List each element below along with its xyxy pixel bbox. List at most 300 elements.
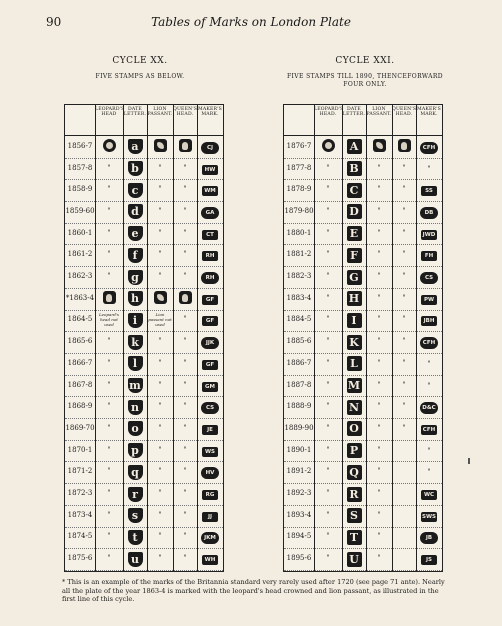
ditto-mark: " xyxy=(326,532,330,541)
makers-mark-cell xyxy=(416,511,442,522)
year-label: 1875-6 xyxy=(67,554,93,563)
year-label: 1883-4 xyxy=(286,293,312,302)
ditto-mark: " xyxy=(326,489,330,498)
makers-mark-cell xyxy=(197,250,223,261)
year-label: 1861-2 xyxy=(67,250,93,259)
date-letter: U xyxy=(347,552,362,567)
date-letter-cell xyxy=(123,421,147,436)
table-row xyxy=(65,353,223,376)
makers-mark-cell xyxy=(416,489,442,500)
year-label: 1894-5 xyxy=(286,532,312,541)
queens-head-icon xyxy=(179,139,192,152)
date-letter: o xyxy=(128,421,143,436)
year-label: 1893-4 xyxy=(286,510,312,519)
makers-mark: GF xyxy=(202,360,218,370)
year-label: 1880-1 xyxy=(286,228,312,237)
date-letter-cell xyxy=(342,487,366,502)
table-row xyxy=(65,462,223,485)
header-date-letter: DATE LETTER. xyxy=(123,107,147,117)
ditto-mark: " xyxy=(377,402,381,411)
date-letter-cell xyxy=(342,291,366,306)
date-letter: r xyxy=(128,487,143,502)
page-number: 90 xyxy=(46,15,62,29)
year-label: 1857-8 xyxy=(67,163,93,172)
ditto-mark: " xyxy=(107,532,111,541)
table-row xyxy=(65,440,223,463)
makers-mark: PW xyxy=(421,295,437,305)
makers-mark-cell xyxy=(416,359,442,368)
ditto-mark: " xyxy=(158,228,162,237)
table-row xyxy=(65,288,223,311)
table-row xyxy=(284,548,442,571)
makers-mark: JB xyxy=(420,532,438,544)
ditto-mark: " xyxy=(377,163,381,172)
ditto-mark: " xyxy=(402,185,406,194)
date-letter-cell xyxy=(123,508,147,523)
table-row xyxy=(284,136,442,159)
ditto-mark: " xyxy=(402,272,406,281)
makers-mark: RH xyxy=(202,251,218,261)
date-letter-cell xyxy=(342,204,366,219)
date-letter: M xyxy=(347,379,361,393)
ditto-mark: " xyxy=(107,554,111,563)
table-row xyxy=(65,223,223,246)
table-row xyxy=(65,136,223,159)
header-leopard: LEOPARD'S HEAD. xyxy=(314,107,344,117)
makers-mark-cell xyxy=(197,554,223,565)
ditto-mark: " xyxy=(427,468,431,477)
makers-mark: HW xyxy=(202,165,218,175)
leopard-head-icon xyxy=(322,139,335,152)
year-label: 1859-60 xyxy=(65,206,95,215)
header-lion: LION PASSANT. xyxy=(366,107,392,117)
year-label: 1884-5 xyxy=(286,315,312,324)
makers-mark: D&C xyxy=(420,402,438,414)
makers-mark-cell xyxy=(197,142,223,154)
date-letter-cell xyxy=(123,465,147,480)
table-row xyxy=(284,396,442,419)
makers-mark-cell xyxy=(416,229,442,240)
date-letter: K xyxy=(347,335,362,350)
makers-mark-cell xyxy=(416,532,442,544)
ditto-mark: " xyxy=(402,337,406,346)
ditto-mark: " xyxy=(326,185,330,194)
date-letter-cell xyxy=(342,508,366,523)
date-letter-cell xyxy=(123,443,147,458)
ditto-mark: " xyxy=(107,489,111,498)
ditto-mark: " xyxy=(183,402,187,411)
ditto-mark: " xyxy=(402,402,406,411)
makers-mark-cell xyxy=(197,294,223,305)
makers-mark-cell xyxy=(197,467,223,479)
makers-mark-cell xyxy=(416,446,442,455)
table-row xyxy=(284,353,442,376)
ditto-mark: " xyxy=(183,358,187,367)
table-row xyxy=(65,245,223,268)
date-letter-cell xyxy=(342,443,366,458)
makers-mark-cell xyxy=(197,315,223,326)
table-row xyxy=(65,505,223,528)
date-letter-cell xyxy=(123,335,147,350)
ditto-mark: " xyxy=(107,163,111,172)
makers-mark-cell xyxy=(416,381,442,390)
ditto-mark: " xyxy=(402,228,406,237)
table-row xyxy=(284,266,442,289)
ditto-mark: " xyxy=(402,163,406,172)
lion-head-erased-icon xyxy=(154,291,167,304)
makers-mark-cell xyxy=(197,359,223,370)
date-letter-cell xyxy=(342,356,366,371)
date-letter-cell xyxy=(123,248,147,263)
queens-head-mark xyxy=(173,139,197,154)
ditto-mark: " xyxy=(183,250,187,259)
date-letter: u xyxy=(128,552,143,567)
makers-mark: RH xyxy=(201,272,219,284)
makers-mark: WS xyxy=(202,447,218,457)
makers-mark-cell xyxy=(197,511,223,522)
table-row xyxy=(284,440,442,463)
ditto-mark: " xyxy=(377,358,381,367)
ditto-mark: " xyxy=(377,206,381,215)
date-letter-cell xyxy=(342,139,366,154)
date-letter-cell xyxy=(342,421,366,436)
date-letter-cell xyxy=(123,270,147,285)
date-letter: s xyxy=(128,508,143,523)
date-letter: P xyxy=(347,443,362,458)
ditto-mark: " xyxy=(326,163,330,172)
makers-mark: CFH xyxy=(420,142,438,154)
makers-mark-cell xyxy=(416,207,442,219)
date-letter: C xyxy=(347,183,362,198)
year-label: 1865-6 xyxy=(67,337,93,346)
ditto-mark: " xyxy=(402,315,406,324)
ditto-mark: " xyxy=(158,554,162,563)
ditto-mark: " xyxy=(107,358,111,367)
year-label: *1863-4 xyxy=(65,293,95,302)
ditto-mark: " xyxy=(377,185,381,194)
makers-mark: CFH xyxy=(422,426,436,433)
year-label: 1867-8 xyxy=(67,380,93,389)
date-letter: I xyxy=(347,313,362,328)
date-letter-cell xyxy=(123,530,147,545)
ditto-mark: " xyxy=(326,554,330,563)
cycle20-header-row xyxy=(65,105,223,136)
ditto-mark: " xyxy=(107,423,111,432)
ditto-mark: " xyxy=(183,423,187,432)
ditto-mark: " xyxy=(377,228,381,237)
date-letter: i xyxy=(128,313,143,328)
makers-mark: GA xyxy=(201,207,219,219)
page-header xyxy=(0,12,502,32)
date-letter: a xyxy=(128,139,143,154)
ditto-mark: " xyxy=(377,272,381,281)
ditto-mark: " xyxy=(107,250,111,259)
table-row xyxy=(284,375,442,398)
date-letter-cell xyxy=(123,291,147,306)
ditto-mark: " xyxy=(326,423,330,432)
date-letter-cell xyxy=(342,552,366,567)
makers-mark: CJ xyxy=(201,142,219,154)
makers-mark: SS xyxy=(421,186,437,196)
ditto-mark: " xyxy=(377,489,381,498)
ditto-mark: " xyxy=(183,163,187,172)
ditto-mark: " xyxy=(377,510,381,519)
ditto-mark: " xyxy=(107,402,111,411)
ditto-mark: " xyxy=(402,250,406,259)
ditto-mark: " xyxy=(158,358,162,367)
ditto-mark: " xyxy=(326,250,330,259)
makers-mark: CT xyxy=(202,230,218,240)
ditto-mark: " xyxy=(326,510,330,519)
year-label: 1873-4 xyxy=(67,510,93,519)
ditto-mark: " xyxy=(158,380,162,389)
ditto-mark: " xyxy=(158,250,162,259)
makers-mark-cell xyxy=(197,164,223,175)
cycle21-table xyxy=(283,104,443,572)
leopard-head-mark xyxy=(95,139,123,154)
table-row xyxy=(284,418,442,441)
date-letter-cell xyxy=(123,161,147,176)
ditto-mark: " xyxy=(326,467,330,476)
date-letter: d xyxy=(128,204,143,219)
date-letter-cell xyxy=(123,487,147,502)
table-row xyxy=(65,418,223,441)
makers-mark-cell xyxy=(416,315,442,326)
queens-head-mark xyxy=(173,291,197,306)
year-label: 1856-7 xyxy=(67,141,93,150)
footnote: * This is an example of the marks of the Britannia standard very rarely used after 1720 (see page 71 ante). Nearly all the plate of the year 1863-4 is marked with the leopard's head crowned and lion passant, as illustrated in the first line of this cycle. xyxy=(62,578,445,604)
leopard-not-used-note: Leopard's head not used xyxy=(98,311,119,327)
ditto-mark: " xyxy=(158,163,162,172)
date-letter: T xyxy=(347,530,362,545)
date-letter-cell xyxy=(342,378,366,393)
queens-head-icon xyxy=(398,139,411,152)
date-letter: B xyxy=(347,161,362,176)
table-row xyxy=(284,245,442,268)
year-label: 1895-6 xyxy=(286,554,312,563)
makers-mark: GF xyxy=(202,316,218,326)
table-row xyxy=(65,201,223,224)
ditto-mark: " xyxy=(158,272,162,281)
table-row xyxy=(65,396,223,419)
ditto-mark: " xyxy=(183,532,187,541)
makers-mark: GF xyxy=(202,295,218,305)
makers-mark-cell xyxy=(416,424,442,435)
date-letter-cell xyxy=(342,400,366,415)
ditto-mark: " xyxy=(158,445,162,454)
makers-mark-cell xyxy=(416,337,442,349)
table-row xyxy=(65,266,223,289)
ditto-mark: " xyxy=(183,185,187,194)
ditto-mark: " xyxy=(326,315,330,324)
date-letter-cell xyxy=(123,552,147,567)
makers-mark-cell xyxy=(416,554,442,565)
ditto-mark: " xyxy=(326,445,330,454)
queens-head-icon xyxy=(179,291,192,304)
makers-mark-cell xyxy=(197,489,223,500)
makers-mark-cell xyxy=(197,337,223,349)
date-letter-cell xyxy=(123,204,147,219)
makers-mark-cell xyxy=(416,294,442,305)
year-label: 1886-7 xyxy=(286,358,312,367)
table-row xyxy=(65,158,223,181)
date-letter-cell xyxy=(342,270,366,285)
ditto-mark: " xyxy=(427,164,431,173)
year-label: 1882-3 xyxy=(286,272,312,281)
ditto-mark: " xyxy=(402,380,406,389)
ditto-mark: " xyxy=(107,510,111,519)
makers-mark: SWS xyxy=(422,513,436,520)
ditto-mark: " xyxy=(183,337,187,346)
date-letter: e xyxy=(128,226,143,241)
date-letter: p xyxy=(128,443,143,458)
ditto-mark: " xyxy=(377,380,381,389)
date-letter: O xyxy=(347,421,362,436)
table-row xyxy=(284,201,442,224)
ditto-mark: " xyxy=(326,358,330,367)
ditto-mark: " xyxy=(183,315,187,324)
makers-mark-cell xyxy=(197,272,223,284)
year-label: 1869-70 xyxy=(65,423,95,432)
table-row xyxy=(65,548,223,571)
table-row xyxy=(65,310,223,333)
date-letter: q xyxy=(128,465,143,480)
makers-mark-cell xyxy=(197,229,223,240)
makers-mark: JJK xyxy=(201,337,219,349)
makers-mark-cell xyxy=(197,446,223,457)
date-letter: G xyxy=(347,270,362,285)
ditto-mark: " xyxy=(427,381,431,390)
cycle21-header-row xyxy=(284,105,442,136)
ditto-mark: " xyxy=(107,185,111,194)
lion-passant-icon xyxy=(373,139,386,152)
date-letter: F xyxy=(347,248,362,263)
year-label: 1885-6 xyxy=(286,337,312,346)
table-row xyxy=(65,179,223,202)
table-row xyxy=(65,331,223,354)
year-label: 1858-9 xyxy=(67,185,93,194)
cycle20-table xyxy=(64,104,224,572)
year-label: 1864-5 xyxy=(67,315,93,324)
year-label: 1892-3 xyxy=(286,489,312,498)
date-letter-cell xyxy=(123,226,147,241)
ditto-mark: " xyxy=(107,467,111,476)
queens-head-mark xyxy=(392,139,416,154)
ditto-mark: " xyxy=(326,293,330,302)
makers-mark-cell xyxy=(416,467,442,476)
makers-mark: WH xyxy=(202,555,218,565)
ditto-mark: " xyxy=(158,185,162,194)
table-row xyxy=(284,505,442,528)
makers-mark: GM xyxy=(202,382,218,392)
britannia-icon xyxy=(103,291,116,304)
date-letter-cell xyxy=(342,335,366,350)
makers-mark-cell xyxy=(197,185,223,196)
header-queen: QUEEN'S HEAD. xyxy=(392,107,417,117)
ditto-mark: " xyxy=(402,293,406,302)
ditto-mark: " xyxy=(377,337,381,346)
page-blemish xyxy=(468,458,470,464)
year-label: 1887-8 xyxy=(286,380,312,389)
table-row xyxy=(284,179,442,202)
makers-mark: JKM xyxy=(201,532,219,544)
date-letter-cell xyxy=(123,139,147,154)
makers-mark: JS xyxy=(421,555,437,565)
date-letter: H xyxy=(347,291,362,306)
ditto-mark: " xyxy=(107,228,111,237)
ditto-mark: " xyxy=(183,510,187,519)
ditto-mark: " xyxy=(183,554,187,563)
header-date-letter: DATE LETTER. xyxy=(342,107,366,117)
date-letter: E xyxy=(347,226,362,241)
ditto-mark: " xyxy=(427,446,431,455)
date-letter-cell xyxy=(342,530,366,545)
ditto-mark: " xyxy=(183,206,187,215)
date-letter-cell xyxy=(123,313,147,328)
makers-mark-cell xyxy=(416,250,442,261)
ditto-mark: " xyxy=(183,228,187,237)
ditto-mark: " xyxy=(402,358,406,367)
ditto-mark: " xyxy=(107,206,111,215)
year-label: 1877-8 xyxy=(286,163,312,172)
makers-mark: CS xyxy=(420,272,438,284)
year-label: 1888-9 xyxy=(286,402,312,411)
table-row xyxy=(284,483,442,506)
date-letter-cell xyxy=(342,313,366,328)
ditto-mark: " xyxy=(377,445,381,454)
page-title: Tables of Marks on London Plate xyxy=(151,15,351,29)
ditto-mark: " xyxy=(377,554,381,563)
table-row xyxy=(65,527,223,550)
makers-mark-cell xyxy=(197,402,223,414)
date-letter-cell xyxy=(123,356,147,371)
date-letter-cell xyxy=(342,465,366,480)
year-label: 1890-1 xyxy=(286,445,312,454)
makers-mark: JE xyxy=(202,425,218,435)
date-letter-cell xyxy=(342,161,366,176)
ditto-mark: " xyxy=(183,467,187,476)
date-letter-cell xyxy=(342,248,366,263)
year-label: 1871-2 xyxy=(67,467,93,476)
ditto-mark: " xyxy=(377,423,381,432)
table-row xyxy=(284,223,442,246)
year-label: 1862-3 xyxy=(67,272,93,281)
table-row xyxy=(284,158,442,181)
makers-mark-cell xyxy=(197,207,223,219)
date-letter-cell xyxy=(342,183,366,198)
date-letter: t xyxy=(128,530,143,545)
year-label: 1866-7 xyxy=(67,358,93,367)
ditto-mark: " xyxy=(158,402,162,411)
ditto-mark: " xyxy=(158,532,162,541)
date-letter-cell xyxy=(123,400,147,415)
lion-passant-icon xyxy=(154,139,167,152)
cycle21-subtitle: FIVE STAMPS TILL 1890, THENCEFORWARD FOUR ONLY. xyxy=(286,73,444,88)
table-row xyxy=(284,527,442,550)
header-queen: QUEEN'S HEAD. xyxy=(173,107,198,117)
lion-head-erased-mark xyxy=(147,291,173,306)
date-letter: D xyxy=(347,204,362,219)
lion-passant-mark xyxy=(147,139,173,154)
ditto-mark: " xyxy=(158,510,162,519)
cycle20-title: CYCLE XX. xyxy=(112,56,168,66)
ditto-mark: " xyxy=(158,423,162,432)
ditto-mark: " xyxy=(183,380,187,389)
ditto-mark: " xyxy=(326,228,330,237)
ditto-mark: " xyxy=(107,337,111,346)
table-row xyxy=(284,331,442,354)
makers-mark-cell xyxy=(197,424,223,435)
